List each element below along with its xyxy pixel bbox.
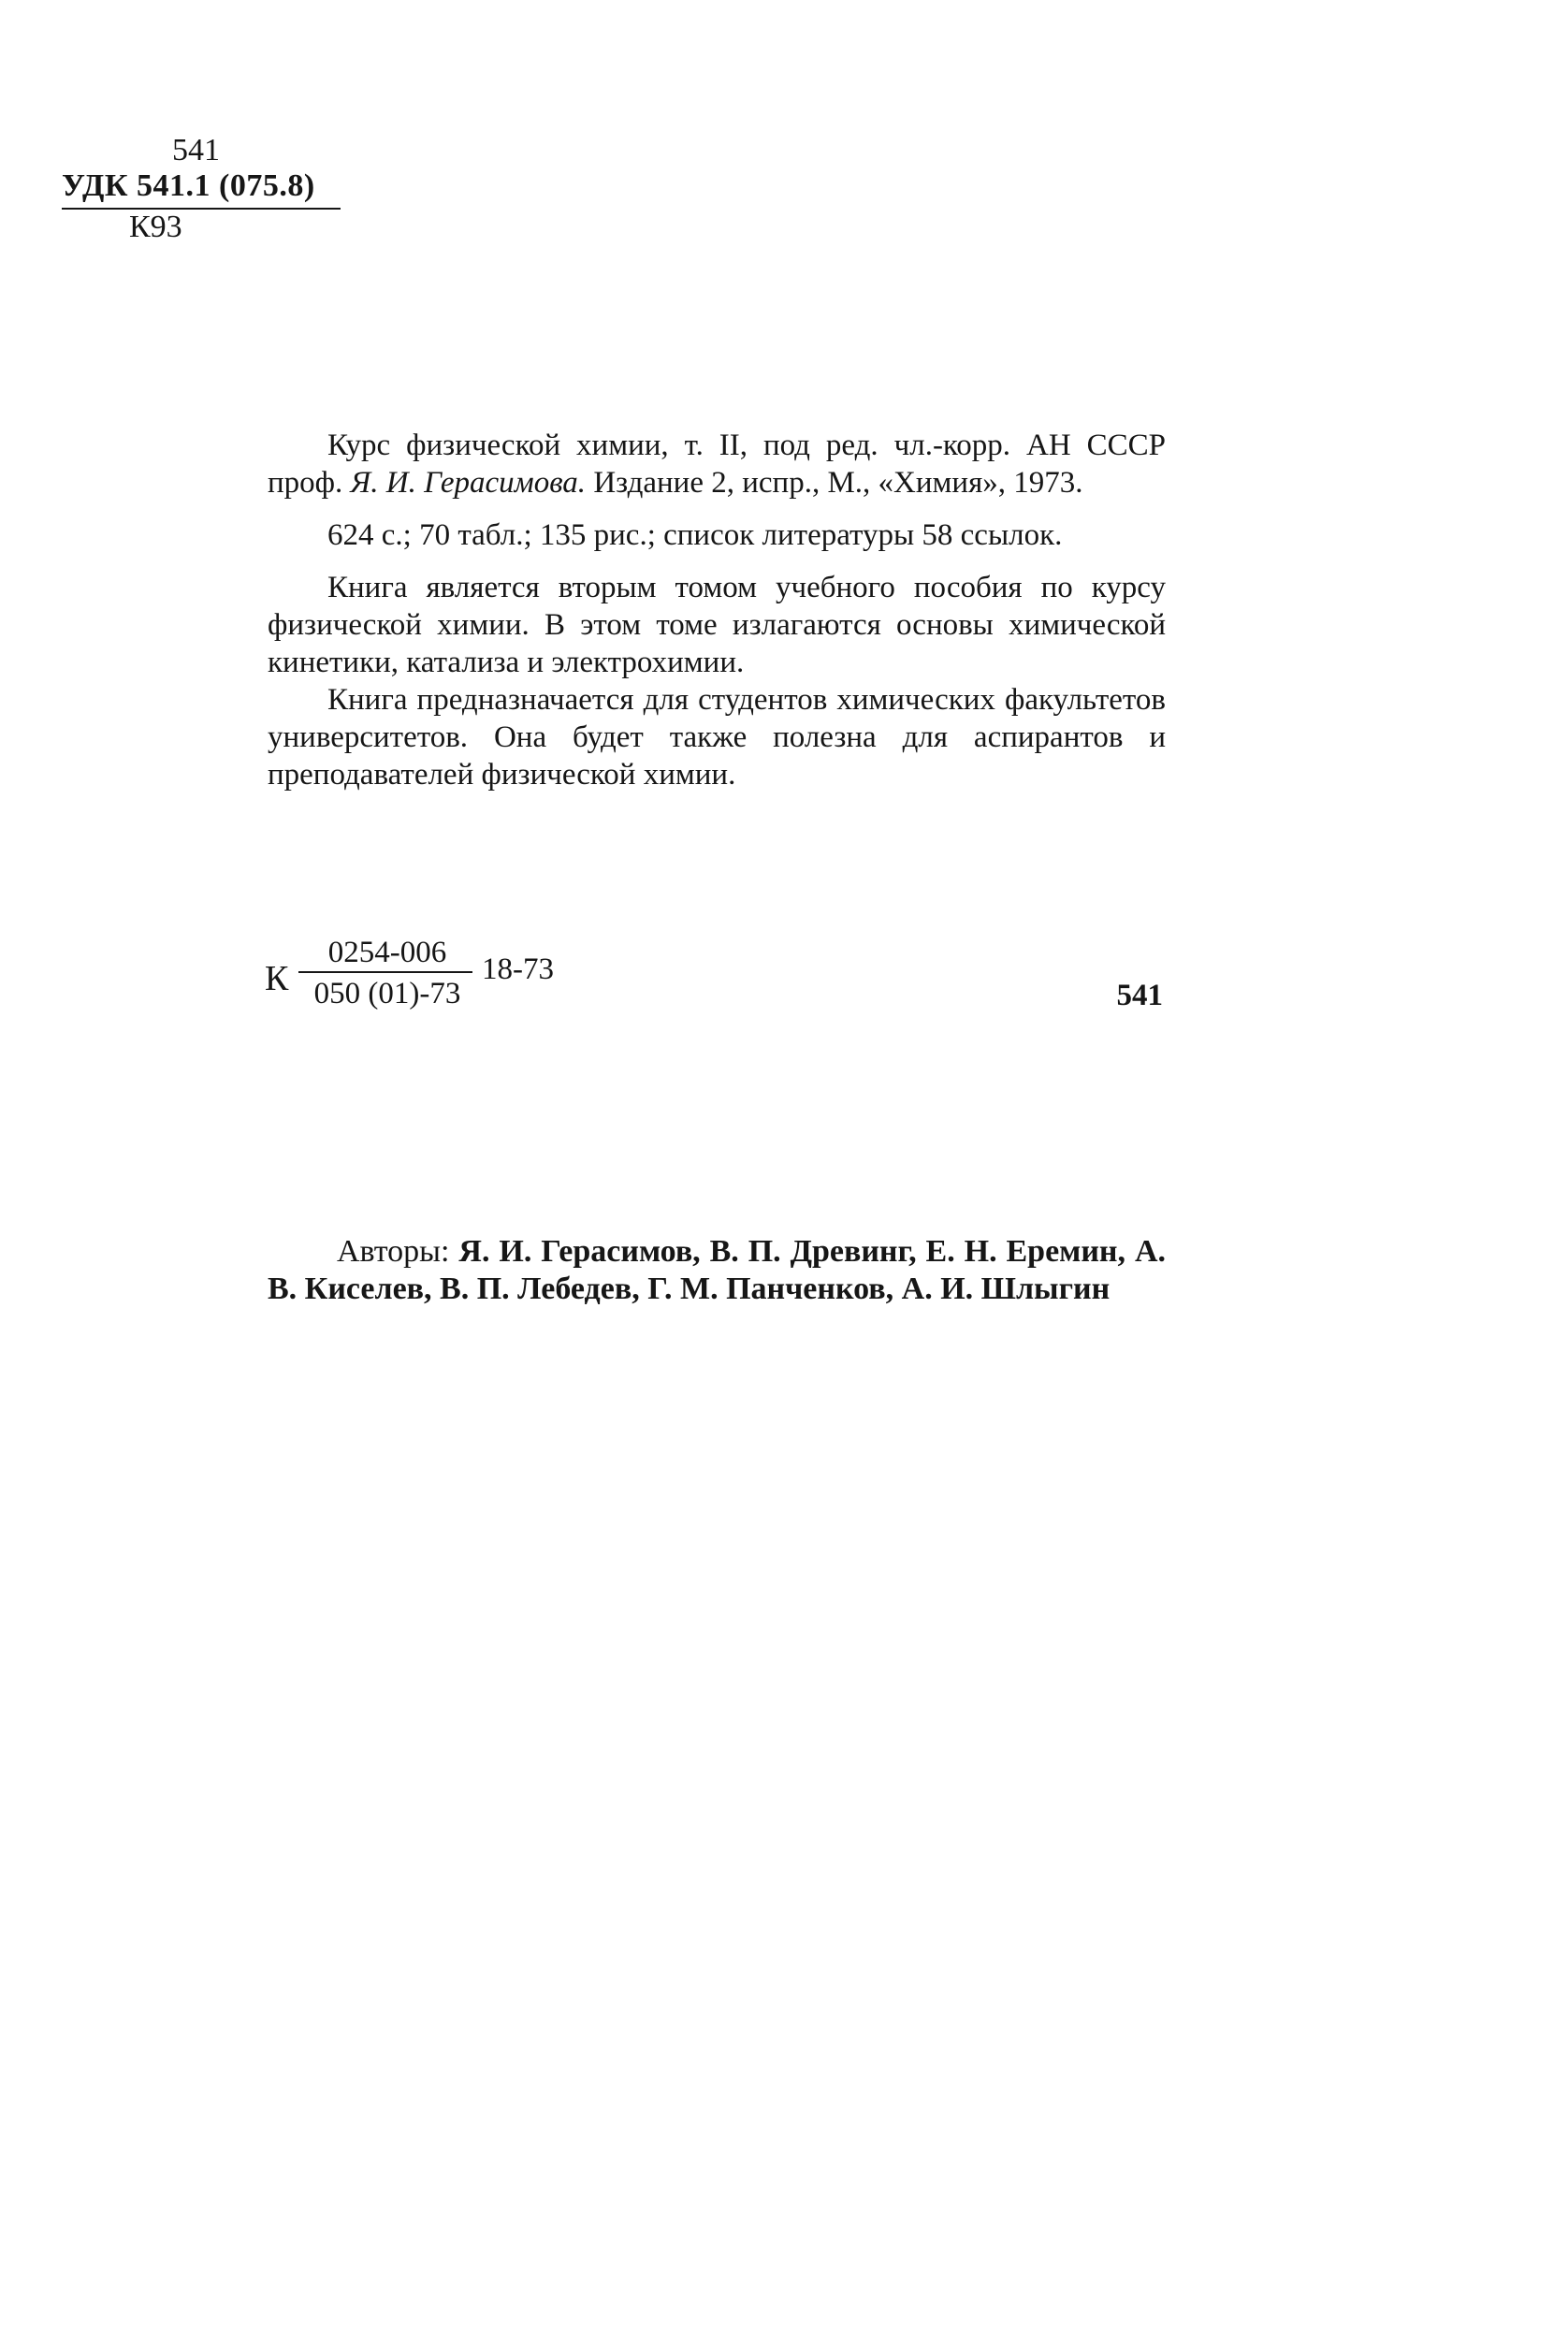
udk-code: УДК 541.1 (075.8) (62, 168, 315, 203)
udk-divider-line (62, 208, 341, 210)
bibliographic-description (268, 427, 1166, 501)
annotation-block (268, 427, 1166, 793)
physical-description: 624 с.; 70 табл.; 135 рис.; список литературы 58 ссылок. (327, 518, 1063, 552)
editor-name: Я. И. Герасимова. (350, 466, 587, 500)
authors-names: Я. И. Герасимов, В. П. Древинг, Е. Н. Еремин, А. В. Киселев, В. П. Лебедев, Г. М. Панченков, А. И. Шлыгин (268, 1234, 1166, 1306)
publication-index (265, 936, 1163, 1029)
index-suffix: 18-73 (482, 952, 554, 986)
index-fraction (298, 936, 476, 1010)
audience-paragraph: Книга предназначается для студентов химических факультетов университетов. Она будет также полезна для аспирантов и преподавателей физической химии. (268, 683, 1166, 792)
authors-label: Авторы: (337, 1234, 459, 1269)
authors-paragraph (268, 1233, 1166, 1308)
index-denominator: 050 (01)-73 (313, 977, 461, 1010)
udk-top-number: 541 (172, 133, 220, 167)
edition-info: Издание 2, испр., М., «Химия», 1973. (586, 466, 1083, 500)
index-letter: К (265, 959, 289, 998)
annotation-paragraph: Книга является вторым томом учебного пособия по курсу физической химии. В этом томе излагаются основы химической кинетики, катализа и электрохимии. (268, 571, 1166, 679)
author-mark: К93 (129, 210, 182, 244)
index-numerator: 0254-006 (327, 936, 447, 969)
bibliographic-title: Курс физической химии, т. II, под ред. чл.-корр. АН СССР проф. (268, 429, 1166, 500)
index-code: 541 (1116, 979, 1163, 1012)
fraction-bar (298, 971, 472, 973)
